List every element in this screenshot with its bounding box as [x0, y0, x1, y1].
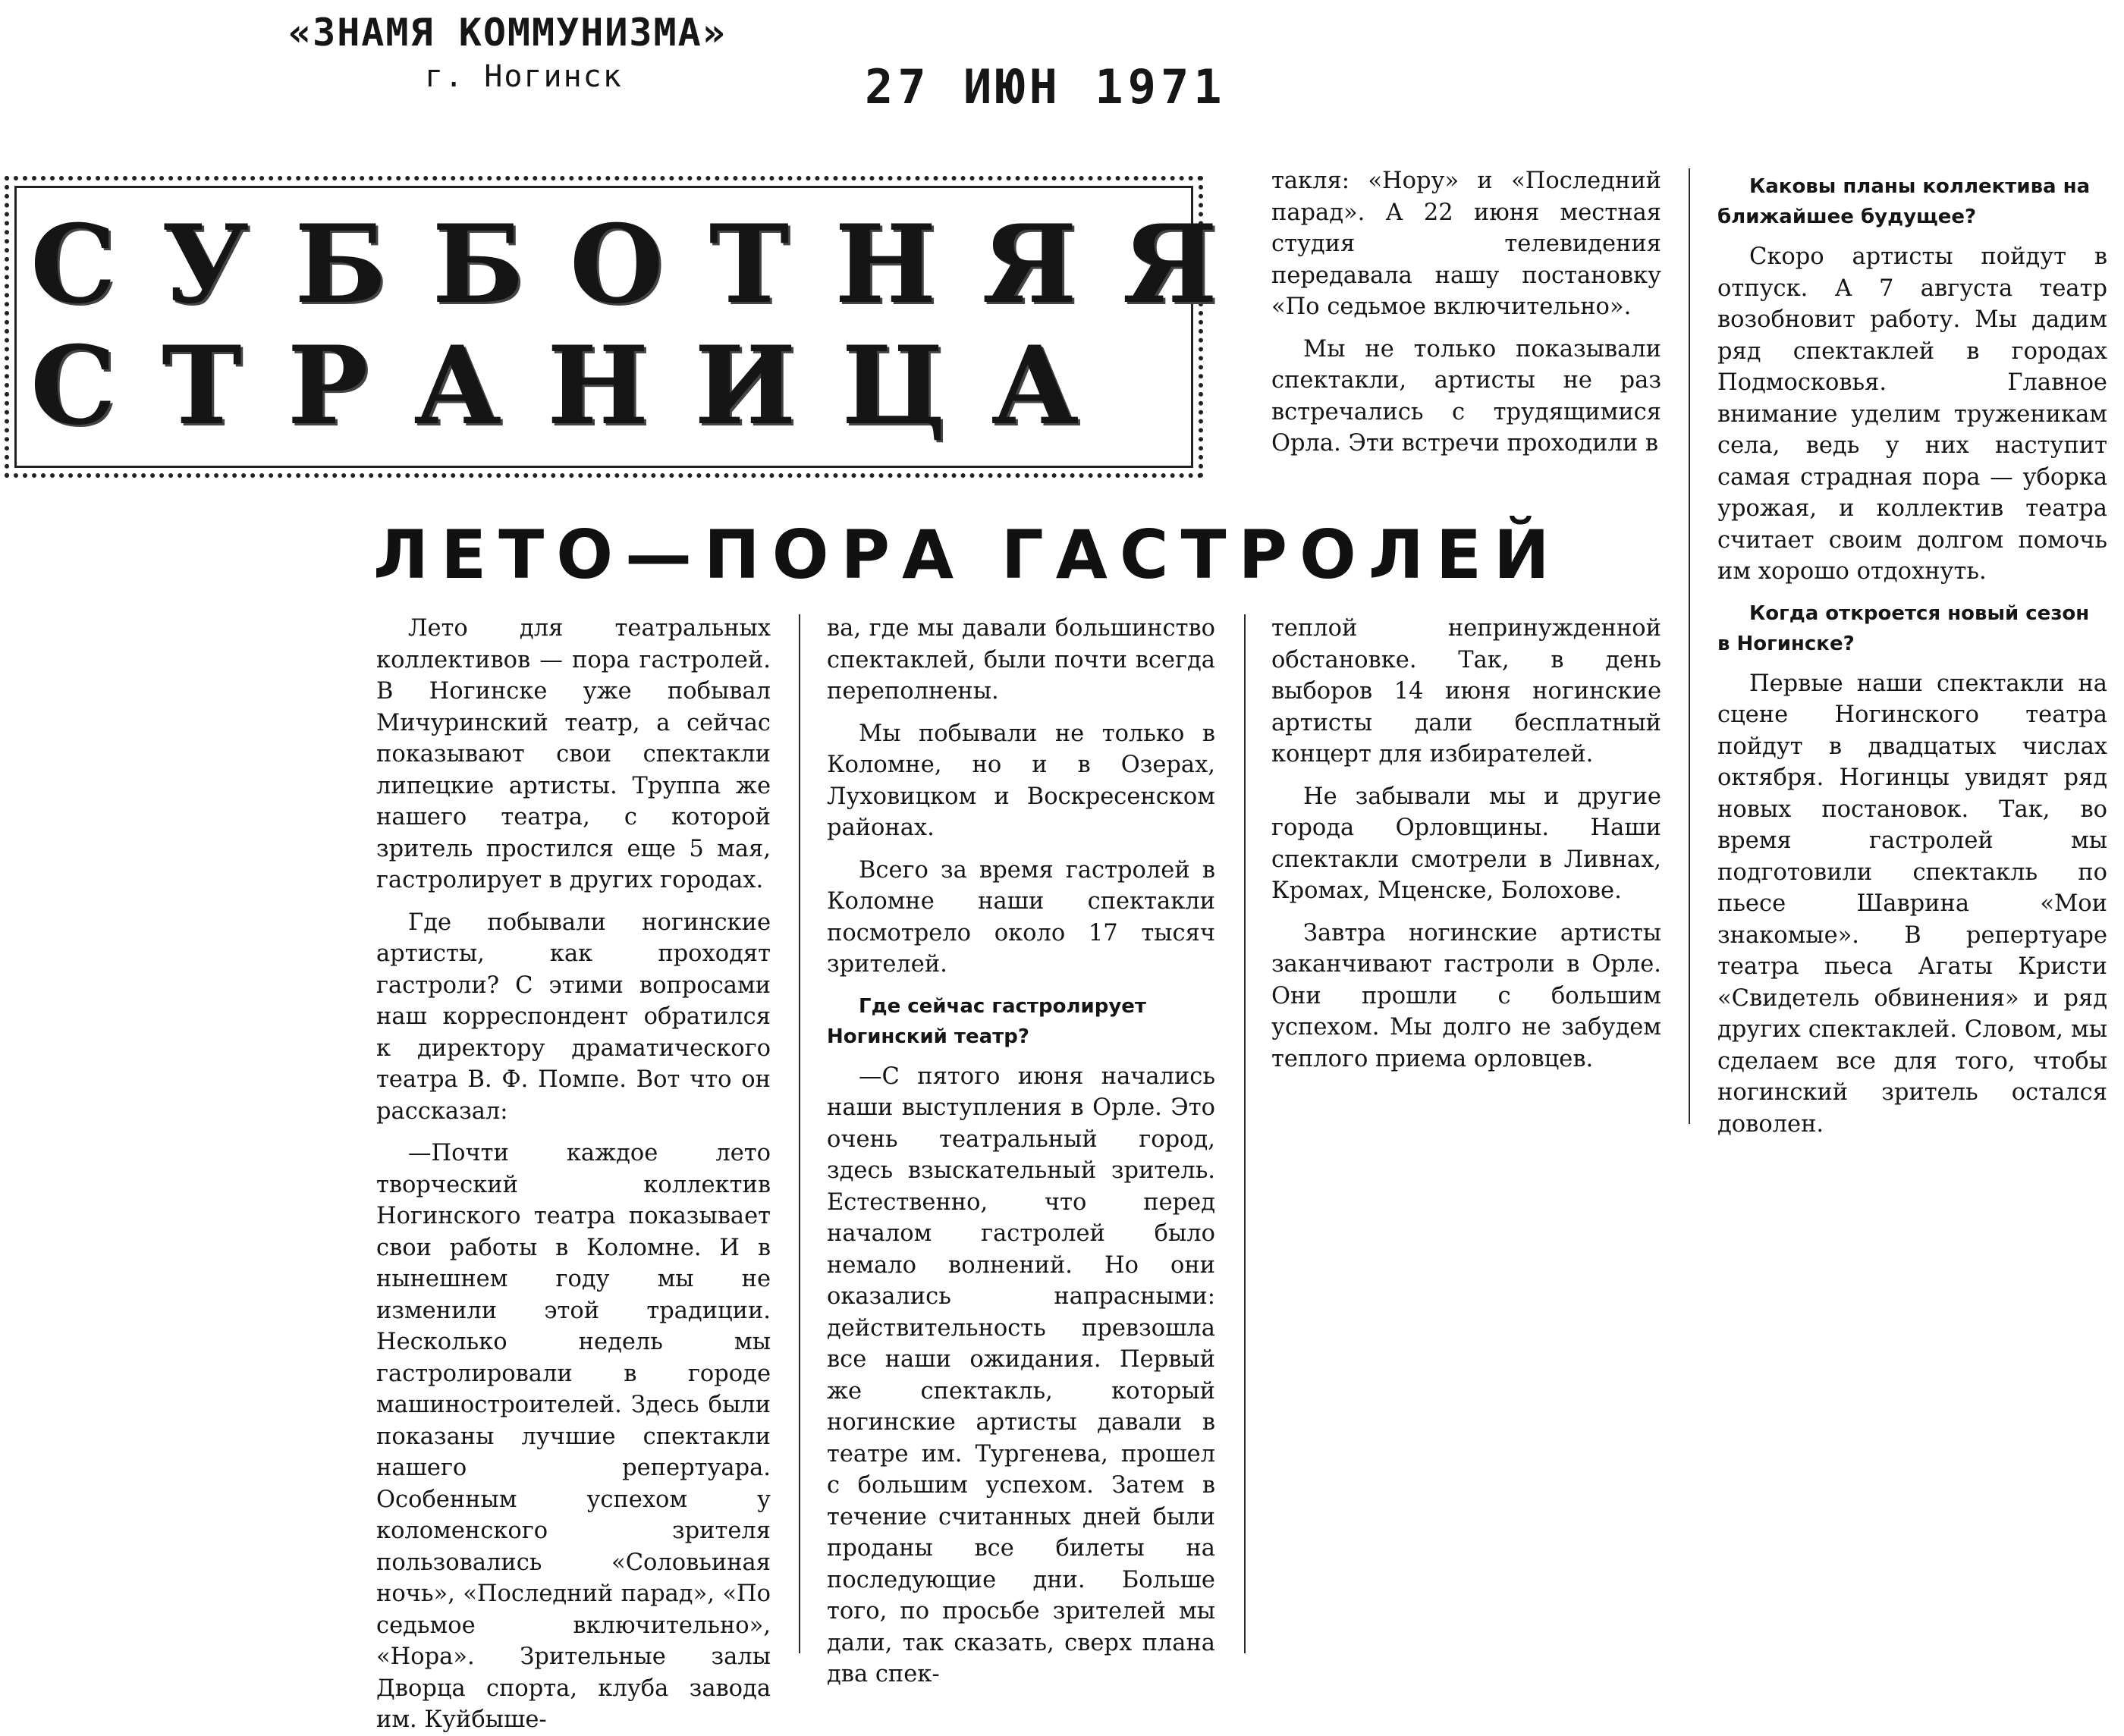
- paragraph: Завтра ногинские артисты заканчивают гастроли в Орле. Они прошли с большим успехом. Мы долго не забудем теплого приема орловцев.: [1271, 919, 1661, 1072]
- column-divider: [1689, 168, 1690, 1124]
- article-column-2: [827, 613, 1215, 1687]
- section-banner: [5, 176, 1263, 478]
- interview-question: Где сейчас гастролирует Ногинский театр?: [827, 994, 1146, 1048]
- paragraph: теплой непринужденной обстановке. Так, в день выборов 14 июня ногинские артисты дали бесплатный концерт для избирателей.: [1271, 615, 1661, 768]
- paragraph: Не забывали мы и другие города Орловщины. Наши спектакли смотрели в Ливнах, Кромах, Мценске, Болохове.: [1271, 783, 1661, 904]
- paragraph: Где побывали ногинские артисты, как проходят гастроли? С этими вопросами наш корреспондент обратился к директору драматического театра В. Ф. Помпе. Вот что он рассказал:: [376, 909, 771, 1125]
- paragraph: Мы не только показывали спектакли, артисты не раз встречались с трудящимися Орла. Эти встречи проходили в: [1271, 335, 1661, 457]
- paragraph: Лето для театральных коллективов — пора гастролей. В Ногинске уже побывал Мичуринский театр, а сейчас показывают свои спектакли липецкие артисты. Труппа же нашего театра, с которой зритель простился еще 5 мая, гастролирует в других городах.: [376, 615, 771, 893]
- paragraph: Всего за время гастролей в Коломне наши спектакли посмотрело около 17 тысяч зрителей.: [827, 856, 1215, 978]
- column-divider: [799, 614, 800, 1653]
- paragraph: Первые наши спектакли на сцене Ногинского театра пойдут в двадцатых числах октября. Ногинцы увидят ряд новых постановок. Так, во время гастролей мы подготовили спектакль по пьесе Шаврина «Мои знакомые». В репертуаре театра пьеса Агаты Кристи «Свидетель обвинения» и ряд других спектаклей. Словом, мы сделаем все для того, чтобы ногинский зритель остался доволен.: [1717, 670, 2107, 1138]
- article-column-3: [1271, 165, 1661, 457]
- article-column-4: [1271, 613, 1661, 1129]
- interview-question: Когда откроется новый сезон в Ногинске?: [1717, 601, 2090, 655]
- article-headline: ЛЕТО—ПОРА ГАСТРОЛЕЙ: [373, 516, 1562, 594]
- paragraph: Мы побывали не только в Коломне, но и в Озерах, Луховицком и Воскресенском районах.: [827, 720, 1215, 841]
- paragraph: такля: «Нору» и «Последний парад». А 22 июня местная студия телевидения передавала нашу постановку «По седьмое включительно».: [1271, 168, 1661, 320]
- banner-title-line-1: СУББОТНЯЯ: [30, 202, 1263, 328]
- banner-title-line-2: СТРАНИЦА: [30, 323, 1125, 449]
- paragraph: —С пятого июня начались наши выступления в Орле. Это очень театральный город, здесь взыскательный зритель. Естественно, что перед началом гастролей было немало волнений. Но они оказались напрасными: действительность превзошла все наши ожидания. Первый же спектакль, который ногинские артисты давали в театре им. Тургенева, прошел с большим успехом. Затем в течение считанных дней были проданы все билеты на последующие дни. Больше того, по просьбе зрителей мы дали, так сказать, сверх плана два спек-: [827, 1063, 1215, 1687]
- paragraph: ва, где мы давали большинство спектаклей, были почти всегда переполнены.: [827, 615, 1215, 705]
- article-column-5: [1717, 165, 2107, 1136]
- paragraph: Скоро артисты пойдут в отпуск. А 7 августа театр возобновит работу. Мы дадим ряд спектаклей в городах Подмосковья. Главное внимание уделим труженикам села, ведь у них наступит самая страдная пора — уборка урожая, и коллектив театра считает своим долгом помочь им хорошо отдохнуть.: [1717, 243, 2107, 585]
- newspaper-name-stamp: «ЗНАМЯ КОММУНИЗМА»: [288, 11, 727, 55]
- article-column-1: [376, 613, 771, 1733]
- column-divider: [1244, 614, 1246, 1653]
- interview-question: Каковы планы коллектива на ближайшее будущее?: [1717, 175, 2091, 228]
- date-stamp: 27 ИЮН 1971: [865, 59, 1227, 115]
- paragraph: —Почти каждое лето творческий коллектив Ногинского театра показывает свои работы в Коломне. И в нынешнем году мы не изменили этой традиции. Несколько недель мы гастролировали в городе машиностроителей. Здесь были показаны лучшие спектакли нашего репертуара. Особенным успехом у коломенского зрителя пользовались «Соловьиная ночь», «Последний парад», «По седьмое включительно», «Нора». Зрительные залы Дворца спорта, клуба завода им. Куйбыше-: [376, 1140, 771, 1733]
- newspaper-city-stamp: г. Ногинск: [425, 59, 623, 94]
